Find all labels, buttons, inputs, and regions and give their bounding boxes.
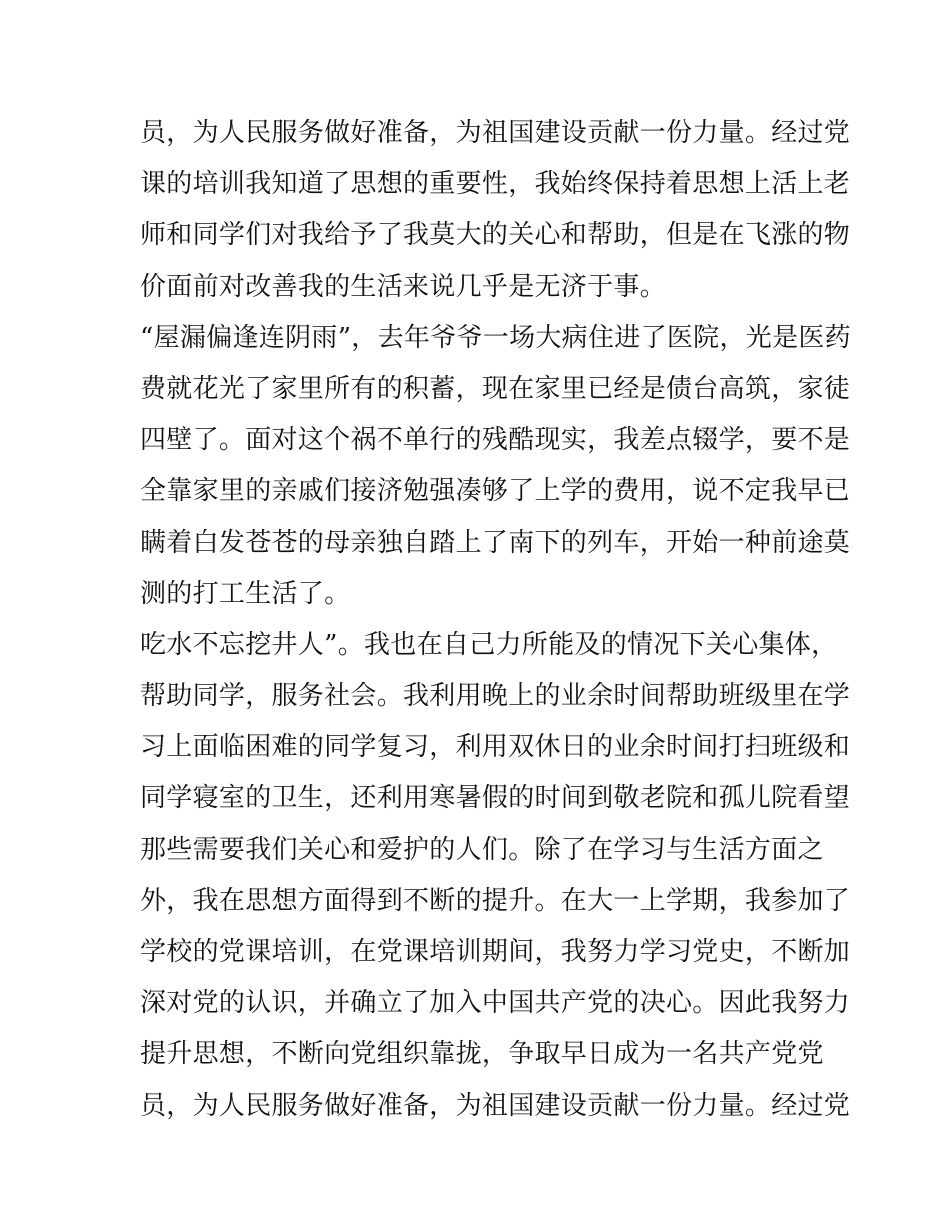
text-line: 习上面临困难的同学复习，利用双休日的业余时间打扫班级和 <box>140 732 851 763</box>
text-line: 师和同学们对我给予了我莫大的关心和帮助，但是在飞涨的物 <box>140 220 851 251</box>
text-line: 外，我在思想方面得到不断的提升。在大一上学期，我参加了 <box>140 885 851 916</box>
text-line: 帮助同学，服务社会。我利用晚上的业余时间帮助班级里在学 <box>140 681 851 712</box>
text-line: 费就花光了家里所有的积蓄，现在家里已经是债台高筑，家徒 <box>140 373 851 404</box>
text-line: 学校的党课培训，在党课培训期间，我努力学习党史，不断加 <box>140 937 851 967</box>
text-line: “屋漏偏逢连阴雨”，去年爷爷一场大病住进了医院，光是医药 <box>140 322 851 353</box>
text-line: 提升思想，不断向党组织靠拢，争取早日成为一名共产党党 <box>140 1039 824 1070</box>
text-line: 深对党的认识，并确立了加入中国共产党的决心。因此我努力 <box>140 988 851 1019</box>
text-line: 员，为人民服务做好准备，为祖国建设贡献一份力量。经过党 <box>140 1090 851 1121</box>
text-line: 测的打工生活了。 <box>140 578 351 609</box>
text-line: 价面前对改善我的生活来说几乎是无济于事。 <box>140 271 667 302</box>
text-line: 那些需要我们关心和爱护的人们。除了在学习与生活方面之 <box>140 834 824 865</box>
text-line: 课的培训我知道了思想的重要性，我始终保持着思想上活上老 <box>140 169 851 200</box>
document-body <box>140 108 851 1132</box>
text-line: 全靠家里的亲戚们接济勉强凑够了上学的费用，说不定我早已 <box>140 476 851 507</box>
text-line: 吃水不忘挖井人”。我也在自己力所能及的情况下关心集体， <box>140 629 838 660</box>
text-line: 员，为人民服务做好准备，为祖国建设贡献一份力量。经过党 <box>140 118 851 148</box>
text-line: 瞒着白发苍苍的母亲独自踏上了南下的列车，开始一种前途莫 <box>140 527 851 558</box>
text-line: 同学寝室的卫生，还利用寒暑假的时间到敬老院和孤儿院看望 <box>140 783 851 814</box>
text-line: 四壁了。面对这个祸不单行的残酷现实，我差点辍学，要不是 <box>140 425 851 456</box>
